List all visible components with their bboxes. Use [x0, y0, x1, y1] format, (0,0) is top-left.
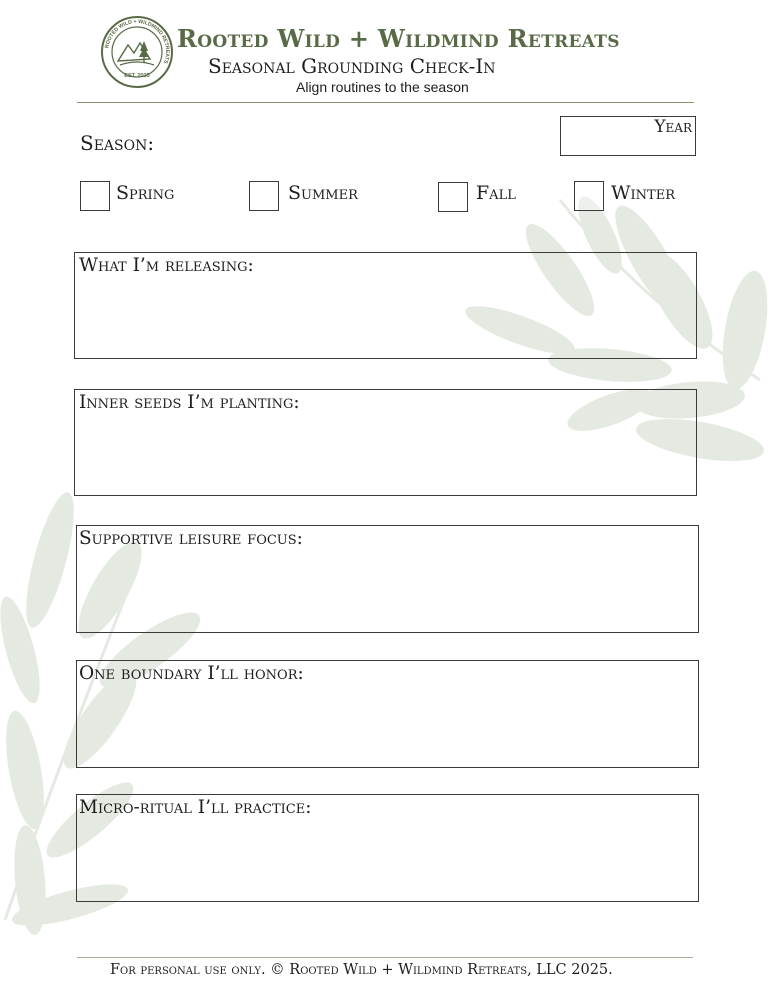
season-label: Season:: [80, 131, 155, 155]
boundary-label: One boundary I’ll honor:: [79, 663, 304, 684]
year-field[interactable]: [560, 116, 696, 156]
year-label: Year: [654, 117, 692, 137]
seeds-box[interactable]: [74, 389, 697, 496]
winter-checkbox[interactable]: [574, 181, 604, 211]
retreat-logo-badge: [100, 15, 174, 89]
header-divider: [77, 102, 694, 103]
summer-checkbox[interactable]: [249, 181, 279, 211]
releasing-label: What I’m releasing:: [79, 255, 254, 276]
spring-label: Spring: [116, 182, 175, 204]
leisure-focus-box[interactable]: [76, 525, 699, 633]
boundary-box[interactable]: [76, 660, 699, 768]
form-subtitle: Align routines to the season: [296, 79, 469, 95]
footer-divider: [77, 957, 693, 958]
logo-ring-text: ROOTED WILD + WILDMIND RETREATS: [104, 18, 171, 65]
spring-checkbox[interactable]: [80, 181, 110, 211]
winter-label: Winter: [611, 182, 675, 204]
logo-est-text: EST. 2025: [124, 73, 150, 79]
fall-checkbox[interactable]: [438, 182, 468, 212]
seeds-label: Inner seeds I’m planting:: [79, 392, 300, 413]
form-title: Seasonal Grounding Check-In: [208, 54, 496, 78]
micro-ritual-label: Micro-ritual I’ll practice:: [79, 797, 312, 818]
micro-ritual-box[interactable]: [76, 794, 699, 902]
releasing-box[interactable]: [74, 252, 697, 359]
brand-name: Rooted Wild + Wildmind Retreats: [177, 24, 620, 53]
summer-label: Summer: [288, 182, 358, 204]
fall-label: Fall: [476, 182, 516, 204]
copyright-footer: For personal use only. © Rooted Wild + Wildmind Retreats, LLC 2025.: [110, 962, 613, 978]
leisure-focus-label: Supportive leisure focus:: [79, 528, 303, 549]
